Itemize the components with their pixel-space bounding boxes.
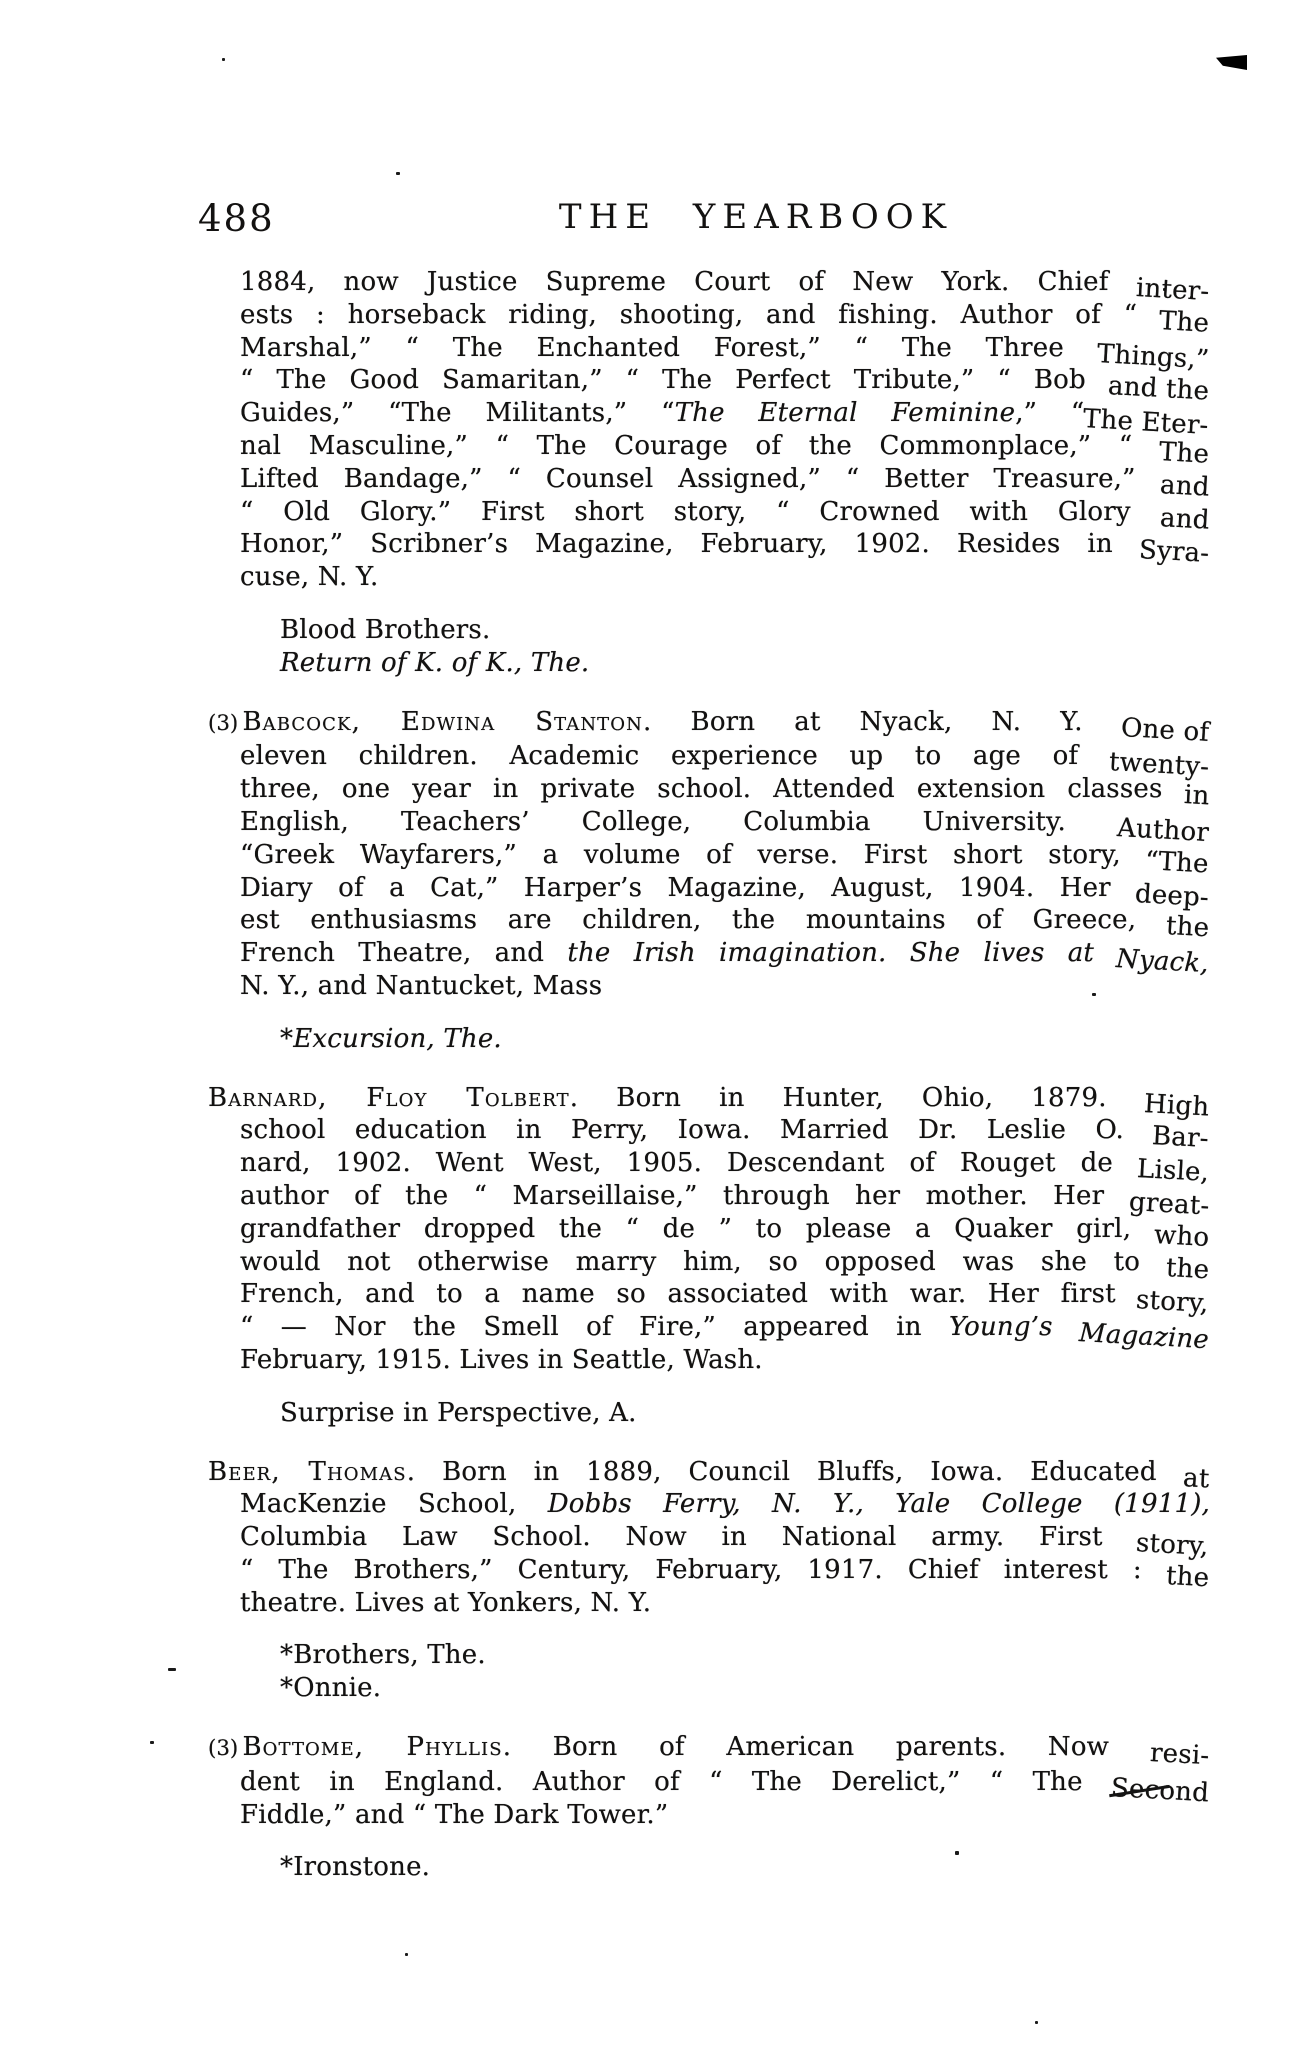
story-titles-barnard [202,1397,1210,1430]
text-segment: French, and to a name so associated with war. Her first [240,1279,1138,1310]
text-segment: Guides,” “The Militants,” “ [240,398,675,429]
line-end-word: story, [1135,1285,1210,1320]
italic-text: the Irish imagination. She lives at [567,938,1118,969]
scan-corner-mark [1216,55,1247,70]
text-column [198,197,1211,1884]
text-line [202,1246,1210,1285]
text-segment: eleven children. Academic experience up to age of [240,741,1110,772]
text-line [202,528,1210,570]
line-end-word: and [1158,502,1210,536]
line-end-word: deep- [1134,878,1210,913]
line-end-word: at [1181,1462,1210,1494]
text-line [202,937,1210,980]
scan-speck [396,172,400,175]
line-end-word: The Eter- [1082,404,1210,442]
line-end-word: Second [1110,1772,1210,1809]
entry-continuation-author [202,266,1210,594]
text-segment: . Born in Hunter, Ohio, 1879. [569,1082,1145,1113]
text-segment: cuse, N. Y. [240,562,379,593]
text-segment: Lifted Bandage,” “ Counsel Assigned,” “ Better Treasure,” [240,463,1161,494]
text-segment: school education in Perry, Iowa. Married Dr. Leslie O. [240,1115,1154,1146]
entry-bottome [202,1731,1210,1831]
text-segment: ests : horseback riding, shooting, and fishing. Author of “ [240,299,1160,330]
line-end-word: One of [1120,712,1210,748]
line-end-word: twenty- [1108,747,1210,783]
text-segment: grandfather dropped the “ de ” to please a Quaker girl, [240,1213,1155,1244]
text-segment: “ The Brothers,” Century, February, 1917. Chief interest : [240,1554,1167,1585]
author-name: Bottome, Phyllis [242,1732,503,1763]
story-title-line [202,1397,1210,1430]
text-segment: Fiddle,” and “ The Dark Tower.” [240,1799,669,1830]
text-segment: . Born at Nyack, N. Y. [643,706,1122,737]
text-line [202,561,1210,594]
line-end-word: Bar- [1151,1121,1210,1155]
text-line [202,1587,1210,1620]
line-end-word: The [1158,305,1210,339]
entry-number: (3) [208,1736,243,1762]
italic-text: The Eternal Feminine [674,398,1016,429]
text-segment: . Born in 1889, Council Bluffs, Iowa. Educated [406,1456,1184,1487]
author-name: Barnard, Floy Tolbert [208,1082,570,1113]
page-content [202,266,1210,1884]
text-line [202,1731,1210,1772]
text-line [202,1799,1210,1832]
scan-speck [168,1668,176,1671]
text-line [202,872,1210,913]
text-segment: theatre. Lives at Yonkers, N. Y. [240,1587,652,1618]
text-segment: *Ironstone. [280,1852,431,1883]
story-titles-babcock [202,1023,1210,1056]
text-segment: Diary of a Cat,” Harper’s Magazine, August, 1904. Her [240,872,1137,903]
scan-speck [222,58,225,61]
line-end-word: who [1153,1219,1210,1253]
text-segment: author of the “ Marseillaise,” through her mother. Her [240,1180,1130,1211]
story-title-line [202,614,1210,647]
text-segment: February, 1915. Lives in Seattle, Wash. [240,1344,763,1375]
text-segment: ,” “ [1015,398,1085,429]
line-end-word: High [1143,1088,1210,1123]
page-title: THE YEARBOOK [558,197,954,237]
text-segment: Marshal,” “ The Enchanted Forest,” “ The Three [240,332,1098,363]
line-end-word: Things,” [1095,338,1210,375]
text-segment: “ — Nor the Smell of Fire,” appeared in [240,1312,949,1343]
line-end-word: “The [1144,845,1210,880]
italic-text: Young’s [949,1312,1080,1343]
line-end-word: inter- [1134,272,1210,308]
text-segment: MacKenzie School, [240,1489,548,1520]
running-header [198,197,1210,240]
text-line [202,266,1210,308]
text-line [202,1766,1210,1809]
text-segment: . Born of American parents. Now [502,1732,1151,1763]
text-line [202,1278,1210,1320]
italic-text: Dobbs Ferry, N. Y., Yale College (1911), [547,1489,1211,1520]
story-title-line [202,1639,1210,1672]
text-line [202,397,1210,442]
text-segment: would not otherwise marry him, so opposed was she to [240,1246,1167,1277]
entry-barnard [202,1082,1210,1377]
scan-speck [405,1953,408,1956]
text-segment: dent in England. Author of “ The Derelict,” “ The [240,1766,1112,1797]
story-title-line [202,647,1210,680]
text-line [202,1147,1210,1189]
text-segment: Surprise in Perspective, A. [280,1397,637,1428]
text-segment: nard, 1902. Went West, 1905. Descendant of Rouget de [240,1148,1138,1179]
text-line [202,332,1210,375]
text-segment: *Brothers, The. [280,1640,486,1671]
text-line [202,1311,1210,1356]
text-line [202,1344,1210,1377]
text-line [202,1213,1210,1253]
line-end-word: and the [1107,371,1210,407]
text-line [202,904,1210,944]
text-segment: “ The Good Samaritan,” “ The Perfect Tribute,” “ Bob [240,365,1109,396]
line-end-word: the [1165,911,1210,944]
text-line [202,1488,1210,1521]
story-title-line [202,1023,1210,1056]
story-titles-bottome [202,1851,1210,1884]
line-end-word: story, [1135,1528,1210,1563]
text-line [202,364,1210,407]
text-line [202,740,1210,783]
text-line [202,1456,1210,1494]
scan-speck [150,1741,154,1744]
text-line [202,1180,1210,1222]
story-title-line [202,1672,1210,1705]
line-end-word: the [1165,1252,1210,1285]
text-segment: N. Y., and Nantucket, Mass [240,970,603,1001]
line-end-word: Lisle, [1136,1154,1210,1189]
text-line [202,1521,1210,1563]
italic-text: *Excursion, The. [280,1023,502,1054]
scan-speck [1035,2021,1038,2024]
text-segment: three, one year in private school. Attended extension classes [240,774,1185,805]
text-segment: French Theatre, and [240,938,568,969]
line-end-word: Syra- [1138,535,1210,570]
text-segment: 1884, now Justice Supreme Court of New York. Chief [240,267,1137,297]
text-line [202,839,1210,880]
text-segment: Honor,” Scribner’s Magazine, February, 1902. Resides in [240,529,1140,560]
text-line [202,430,1210,470]
text-line [202,299,1210,339]
text-segment: English, Teachers’ College, Columbia University. [240,806,1118,837]
text-line [202,806,1210,849]
text-segment: “Greek Wayfarers,” a volume of verse. First short story, [240,839,1147,870]
text-segment: *Onnie. [280,1673,382,1704]
entry-number: (3) [208,710,243,736]
text-line [202,463,1210,503]
italic-text: Magazine [1078,1318,1210,1356]
line-end-word: resi- [1149,1738,1210,1772]
line-end-word: and [1158,469,1210,503]
text-segment: “ Old Glory.” First short story, “ Crowned with Glory [240,496,1161,527]
entry-beer [202,1456,1210,1620]
text-segment: est enthusiasms are children, the mountains of Greece, [240,905,1167,936]
page-number: 488 [198,197,275,240]
author-name: Babcock, Edwina Stanton [242,706,643,737]
text-line [202,1114,1210,1155]
story-title-line [202,1851,1210,1884]
text-line [202,970,1210,1003]
text-line [202,773,1210,812]
line-end-word: great- [1127,1186,1210,1222]
text-line [202,706,1210,748]
story-titles-beer [202,1639,1210,1705]
line-end-word: The [1158,436,1210,470]
entry-babcock [202,706,1210,1003]
text-line [202,496,1210,536]
line-end-word: in [1182,780,1210,812]
text-line [202,1082,1210,1123]
text-segment: nal Masculine,” “ The Courage of the Commonplace,” “ [240,430,1160,461]
story-titles-author [202,614,1210,680]
author-name: Beer, Thomas [208,1456,407,1487]
italic-text: Return of K. of K., The. [280,647,590,678]
line-end-word: Author [1116,812,1210,849]
text-line [202,1554,1210,1594]
italic-text: Nyack, [1115,944,1210,980]
text-segment: Columbia Law School. Now in National army. First [240,1522,1138,1553]
line-end-word: the [1165,1560,1210,1594]
text-segment: Blood Brothers. [280,614,491,645]
